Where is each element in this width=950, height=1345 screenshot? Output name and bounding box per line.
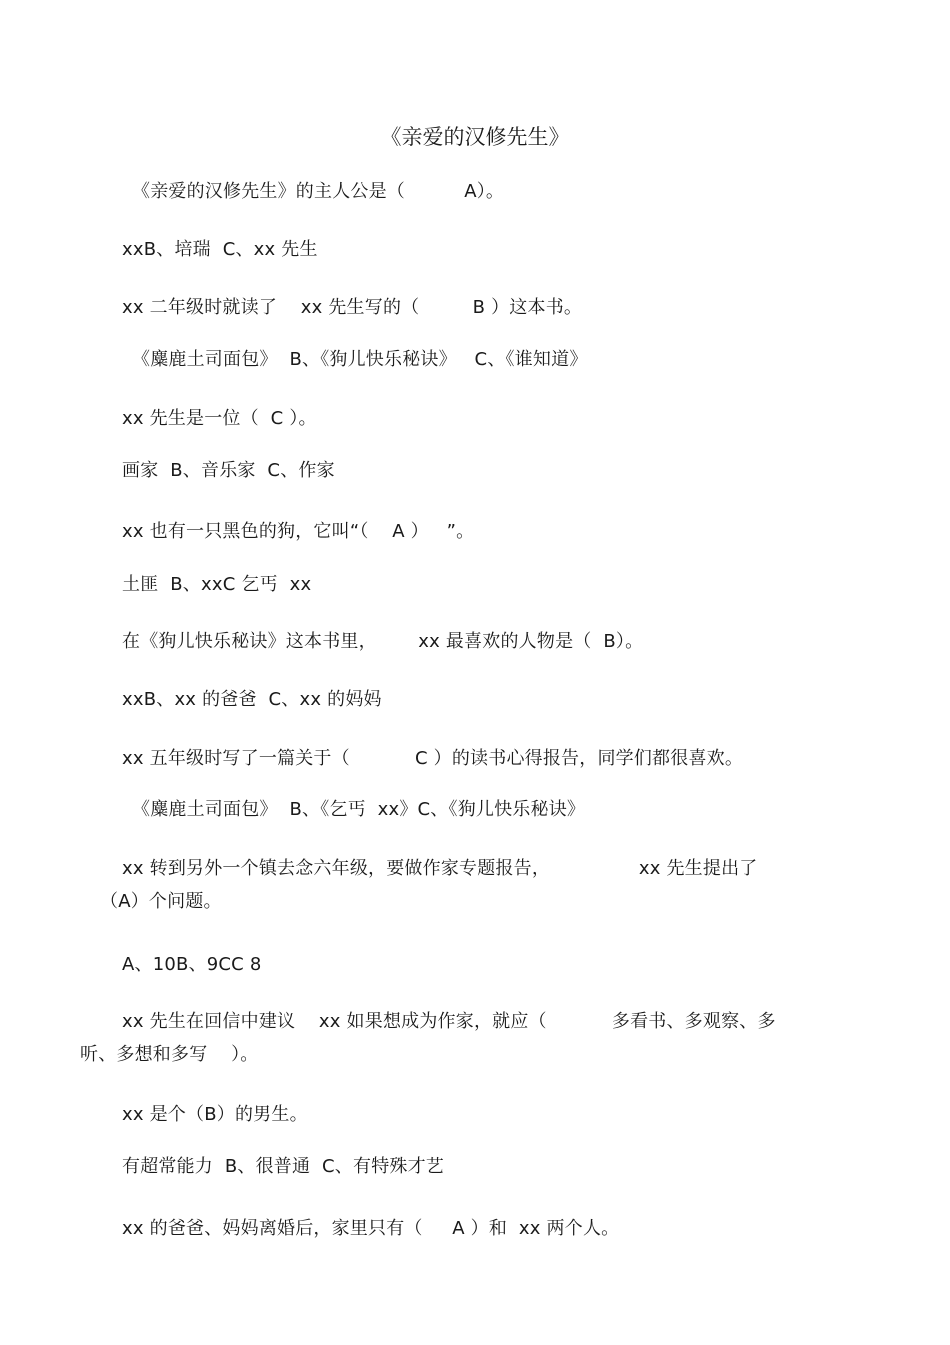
question-8: xx 先生在回信中建议 xx 如果想成为作家，就应（ 多看书、多观察、多 [122, 1011, 776, 1032]
question-8-continued: 听、多想和多写 ）。 [80, 1044, 259, 1065]
question-3-options: 画家 B、音乐家 C、作家 [122, 460, 335, 481]
question-1: 《亲爱的汉修先生》的主人公是（ A）。 [132, 181, 505, 202]
question-2: xx 二年级时就读了 xx 先生写的（ B ）这本书。 [122, 297, 583, 318]
question-6-options: 《麋鹿土司面包》 B、《乞丐 xx》C、《狗儿快乐秘诀》 [132, 799, 586, 820]
question-4: xx 也有一只黑色的狗，它叫“（ A ） ”。 [122, 521, 475, 542]
question-7: xx 转到另外一个镇去念六年级，要做作家专题报告， xx 先生提出了 [122, 858, 758, 879]
question-4-options: 土匪 B、xxC 乞丐 xx [122, 574, 312, 595]
question-1-options: xxB、培瑞 C、xx 先生 [122, 239, 318, 260]
question-10: xx 的爸爸、妈妈离婚后，家里只有（ A ）和 xx 两个人。 [122, 1218, 620, 1239]
question-9: xx 是个（B）的男生。 [122, 1104, 308, 1125]
document-title: 《亲爱的汉修先生》 [380, 125, 570, 149]
question-3: xx 先生是一位（ C ）。 [122, 408, 317, 429]
question-6: xx 五年级时写了一篇关于（ C ）的读书心得报告，同学们都很喜欢。 [122, 748, 744, 769]
question-9-options: 有超常能力 B、很普通 C、有特殊才艺 [122, 1156, 445, 1177]
question-7-continued: （A）个问题。 [100, 891, 222, 912]
question-5-options: xxB、xx 的爸爸 C、xx 的妈妈 [122, 689, 382, 710]
question-5: 在《狗儿快乐秘诀》这本书里， xx 最喜欢的人物是（ B）。 [122, 631, 644, 652]
question-7-options: A、10B、9CC 8 [122, 954, 262, 975]
question-2-options: 《麋鹿土司面包》 B、《狗儿快乐秘诀》 C、《谁知道》 [132, 349, 588, 370]
